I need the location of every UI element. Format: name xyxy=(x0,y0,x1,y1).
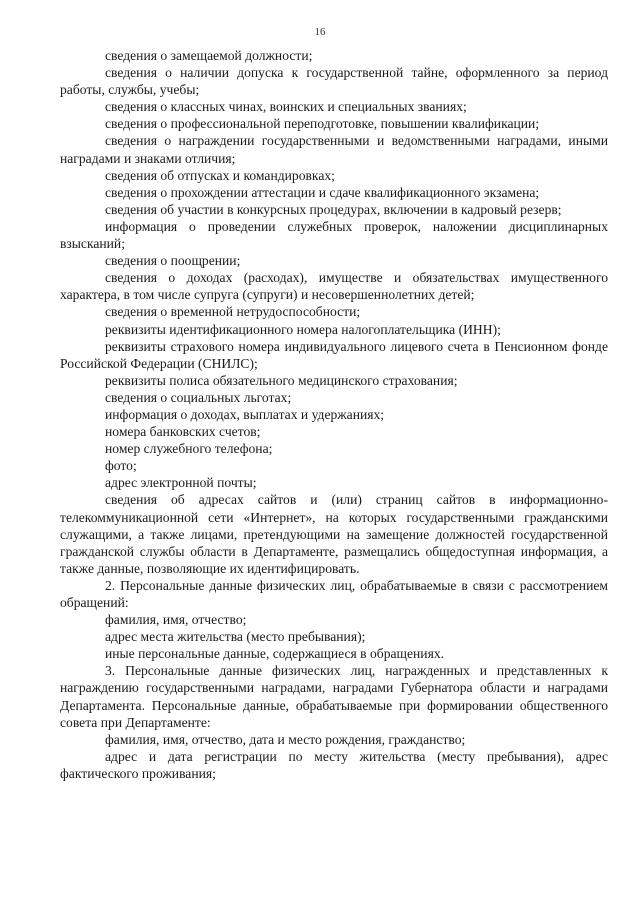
list-item: сведения о награждении государственными и ведомственными наградами, иными наградами и знаками отличия; xyxy=(60,133,608,166)
list-item: фамилия, имя, отчество; xyxy=(105,612,247,628)
section-paragraph: 3. Персональные данные физических лиц, награжденных и представленных к награждению государственными наградами, наградами Губернатора области и наградами Департамента. Персональные данные, обрабатываемые при формировании общественного совета при Департаменте: xyxy=(60,663,608,730)
list-item: номера банковских счетов; xyxy=(105,424,261,440)
page-number: 16 xyxy=(314,26,326,38)
list-item: информация о доходах, выплатах и удержаниях; xyxy=(105,406,385,422)
list-item: сведения о замещаемой должности; xyxy=(105,48,313,63)
list-item: адрес и дата регистрации по месту жительства (месту пребывания), адрес фактического проживания; xyxy=(60,748,608,781)
list-item: сведения о классных чинах, воинских и специальных званиях; xyxy=(105,99,467,115)
list-item: сведения о социальных льготах; xyxy=(105,389,292,405)
list-item: сведения о профессиональной переподготовке, повышении квалификации; xyxy=(105,116,540,132)
list-item: информация о проведении служебных проверок, наложении дисциплинарных взысканий; xyxy=(60,218,608,252)
list-item: реквизиты полиса обязательного медицинского страхования; xyxy=(105,372,458,388)
list-item: адрес электронной почты; xyxy=(105,475,257,491)
list-item: реквизиты идентификационного номера налогоплательщика (ИНН); xyxy=(105,321,501,337)
list-item: сведения об участии в конкурсных процедурах, включении в кадровый резерв; xyxy=(105,201,562,217)
list-item: адрес места жительства (место пребывания); xyxy=(105,629,366,645)
list-item: сведения об отпусках и командировках; xyxy=(105,167,335,183)
list-item: сведения об адресах сайтов и (или) страниц сайтов в информационно-телекоммуникационной сети «Интернет», на которых государственными гражданскими служащими, а также лицами, претендующими на замещение должностей государственной гражданской службы области в Департаменте, размещались общедоступная информация, а также данные, позволяющие их идентифицировать. xyxy=(60,492,608,576)
list-item: фото; xyxy=(105,458,137,474)
list-item: номер служебного телефона; xyxy=(105,441,273,457)
list-item: иные персональные данные, содержащиеся в обращениях. xyxy=(105,646,445,662)
list-item: сведения о поощрении; xyxy=(105,253,241,269)
list-item: сведения о прохождении аттестации и сдаче квалификационного экзамена; xyxy=(105,184,540,200)
list-item: реквизиты страхового номера индивидуального лицевого счета в Пенсионном фонде Российской Федерации (СНИЛС); xyxy=(60,338,608,371)
list-item: сведения о наличии допуска к государственной тайне, оформленного за период работы, службы, учебы; xyxy=(60,65,608,98)
section-paragraph: 2. Персональные данные физических лиц, обрабатываемые в связи с рассмотрением обращений: xyxy=(60,577,608,610)
list-item: фамилия, имя, отчество, дата и место рождения, гражданство; xyxy=(105,731,466,747)
list-item: сведения о доходах (расходах), имуществе и обязательствах имущественного характера, в том числе супруга (супруги) и несовершеннолетних детей; xyxy=(60,270,608,303)
document-body xyxy=(60,47,608,782)
list-item: сведения о временной нетрудоспособности; xyxy=(105,304,361,320)
